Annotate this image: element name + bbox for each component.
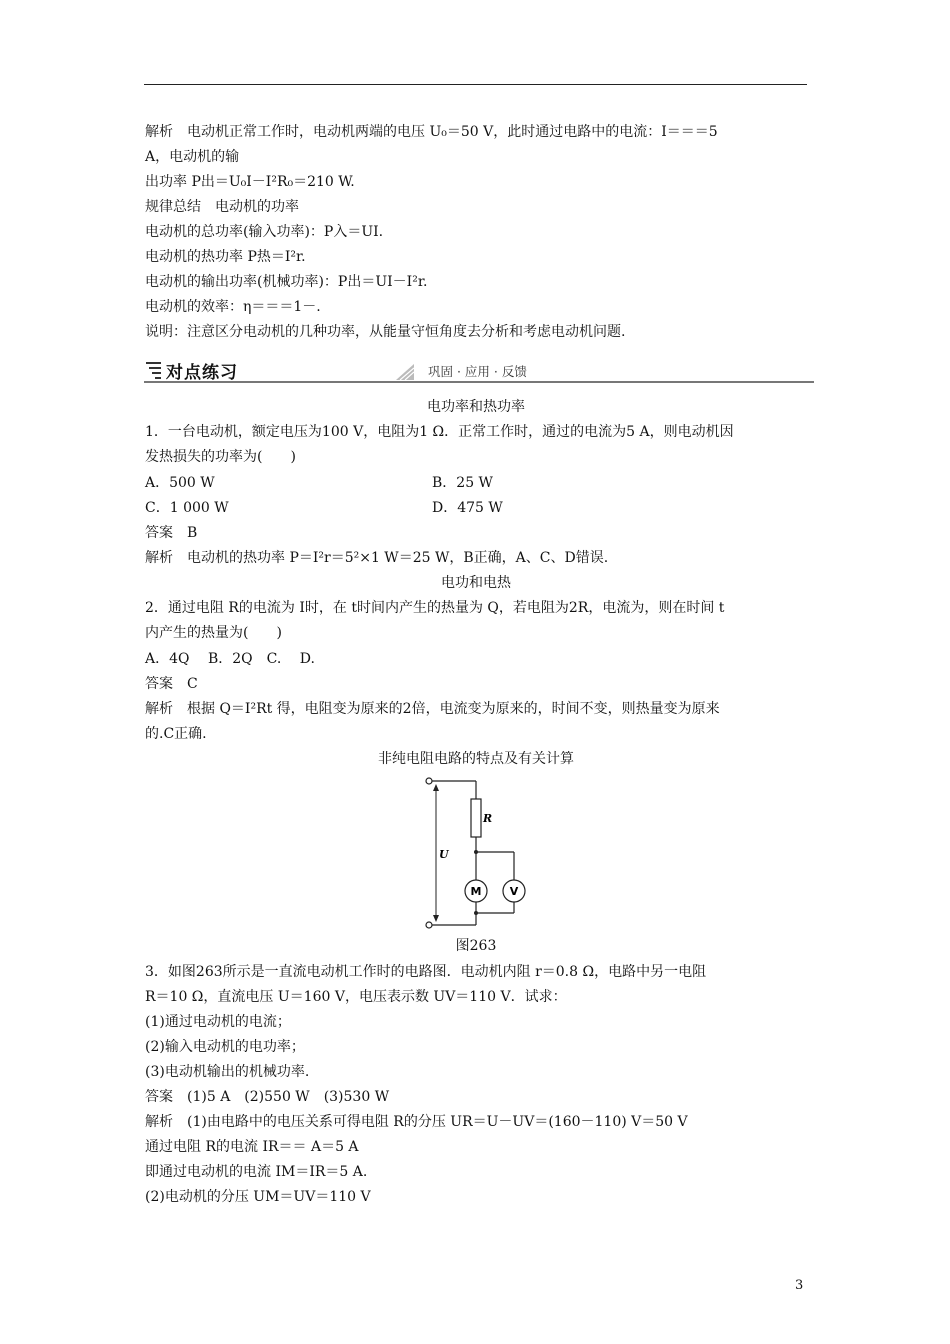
q1-option-a: A．500 W bbox=[145, 475, 215, 491]
q1-analysis: 解析 电动机的热功率 P＝I²r＝5²×1 W＝25 W，B正确，A、C、D错误. bbox=[145, 550, 609, 566]
explanation-line-1: 解析 电动机正常工作时，电动机两端的电压 U₀＝50 V，此时通过电路中的电流：I＝＝＝5 bbox=[145, 124, 718, 140]
page-number: 3 bbox=[795, 1278, 804, 1293]
top-rule bbox=[144, 84, 807, 85]
q2-analysis-line-2: 的.C正确. bbox=[145, 726, 207, 742]
voltage-arrow-up bbox=[433, 784, 439, 791]
q2-analysis-line-1: 解析 根据 Q＝I²Rt 得，电阻变为原来的2倍，电流变为原来的，时间不变，则热量变为原来 bbox=[145, 701, 720, 717]
q1-stem-line-2: 发热损失的功率为( ) bbox=[145, 449, 296, 465]
label-u: U bbox=[439, 848, 449, 861]
q3-stem-line-2: R＝10 Ω，直流电压 U＝160 V，电压表示数 UV＝110 V．试求： bbox=[145, 989, 567, 1005]
summary-efficiency: 电动机的效率：η＝＝＝1－. bbox=[145, 299, 321, 315]
section-subtitle: 巩固 · 应用 · 反馈 bbox=[428, 364, 527, 379]
section-header bbox=[144, 358, 814, 384]
q1-stem-line-1: 1．一台电动机，额定电压为100 V，电阻为1 Ω．正常工作时，通过的电流为5 A，则电动机因 bbox=[145, 424, 734, 440]
circuit-diagram bbox=[425, 776, 535, 930]
q1-heading: 电功率和热功率 bbox=[427, 399, 525, 415]
terminal-top bbox=[426, 778, 432, 784]
explanation-line-3: 出功率 P出＝U₀I－I²R₀＝210 W. bbox=[145, 174, 355, 190]
q2-stem-line-1: 2．通过电阻 R的电流为 I时，在 t时间内产生的热量为 Q，若电阻为2R，电流为，则在时间 t bbox=[145, 600, 725, 616]
summary-output-power: 电动机的输出功率(机械功率)：P出＝UI－I²r. bbox=[145, 274, 428, 290]
terminal-bottom bbox=[426, 922, 432, 928]
section-triangle-icon bbox=[396, 364, 414, 380]
summary-heat-power: 电动机的热功率 P热＝I²r. bbox=[145, 249, 306, 265]
q3-analysis-line-2: 通过电阻 R的电流 IR＝＝ A＝5 A bbox=[145, 1139, 359, 1155]
q3-analysis-line-1: 解析 (1)由电路中的电压关系可得电阻 R的分压 UR＝U－UV＝(160－110) V＝50 V bbox=[145, 1114, 688, 1130]
q2-options: A．4Q B．2Q C. D. bbox=[145, 651, 315, 667]
resistor-r bbox=[471, 799, 481, 837]
section-title: 对点练习 bbox=[166, 363, 238, 383]
label-r: R bbox=[483, 812, 493, 825]
q2-stem-line-2: 内产生的热量为( ) bbox=[145, 625, 282, 641]
q3-sub-question-2: (2)输入电动机的电功率； bbox=[145, 1039, 305, 1055]
q3-stem-line-1: 3．如图263所示是一直流电动机工作时的电路图．电动机内阻 r＝0.8 Ω，电路中另一电阻 bbox=[145, 964, 707, 980]
section-underline bbox=[144, 381, 814, 383]
figure-caption: 图263 bbox=[455, 938, 497, 954]
q3-answer: 答案 (1)5 A (2)550 W (3)530 W bbox=[145, 1089, 390, 1105]
q1-option-b: B．25 W bbox=[432, 475, 493, 491]
q3-sub-question-3: (3)电动机输出的机械功率. bbox=[145, 1064, 310, 1080]
q3-heading: 非纯电阻电路的特点及有关计算 bbox=[378, 751, 574, 767]
q3-analysis-line-4: (2)电动机的分压 UM＝UV＝110 V bbox=[145, 1189, 371, 1205]
section-stripes-icon bbox=[144, 360, 164, 380]
q1-answer: 答案 B bbox=[145, 525, 198, 541]
label-v: V bbox=[509, 885, 519, 898]
junction-bottom bbox=[474, 911, 478, 915]
q2-heading: 电功和电热 bbox=[441, 575, 511, 591]
q3-sub-question-1: (1)通过电动机的电流； bbox=[145, 1014, 291, 1030]
q1-option-c: C．1 000 W bbox=[145, 500, 229, 516]
summary-total-power: 电动机的总功率(输入功率)：P入＝UI. bbox=[145, 224, 384, 240]
q1-option-d: D．475 W bbox=[432, 500, 503, 516]
explanation-line-2: A，电动机的输 bbox=[145, 149, 240, 165]
q2-answer: 答案 C bbox=[145, 676, 198, 692]
voltage-arrow-down bbox=[433, 915, 439, 922]
summary-title: 规律总结 电动机的功率 bbox=[145, 199, 299, 215]
q3-analysis-line-3: 即通过电动机的电流 IM＝IR＝5 A. bbox=[145, 1164, 368, 1180]
label-m: M bbox=[470, 885, 482, 898]
summary-note: 说明：注意区分电动机的几种功率，从能量守恒角度去分析和考虑电动机问题. bbox=[145, 324, 626, 340]
